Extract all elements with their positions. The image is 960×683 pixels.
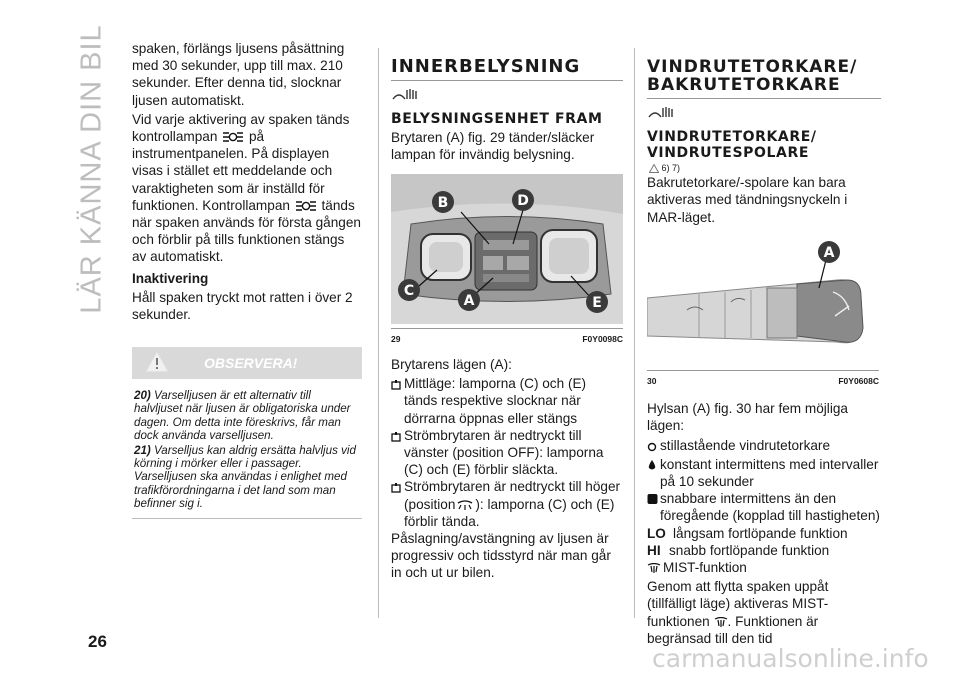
heading-rule [391,80,623,81]
section-heading: VINDRUTETORKARE/ BAKRUTETORKARE [647,57,858,95]
interior-light-on-icon [455,500,475,511]
note-header [132,347,362,379]
figure-label-b: B [437,194,449,211]
page-number: 26 [88,632,107,651]
warning-triangle-icon [146,351,168,373]
note-item: 21) Varselljus kan aldrig ersätta halvljus vid körning i mörker eller i passager. Varselljusen ska användas i enlighet med trafikförordningarna i det land som man befinner sig i. [134,444,356,510]
sub-heading: VINDRUTETORKARE/ VINDRUTESPOLARE [647,129,817,162]
mist-icon [714,617,728,628]
note-body [132,379,362,519]
paragraph: Håll spaken tryckt mot ratten i över 2 sekunder. [132,289,353,323]
note-title: OBSERVERA! [204,355,298,372]
side-title: LÄR KÄNNA DIN BIL [75,24,108,314]
column-3 [647,40,881,649]
intermittent-drop-icon [647,459,657,471]
read-manual-icon [391,87,421,101]
references: 6) 7) [649,163,881,174]
paragraph: Vid varje aktivering av spaken tänds kontrollampan på instrumentpanelen. På displayen visas i stället ett meddelande och varaktigheten som är inställd för funktionen. Kontrollampan tänds när spaken används för första gången och förblir på tills funktionen stängs av automatiskt. [132,111,361,265]
list-item: konstant intermittens med intervaller på 10 sekunder [647,456,881,490]
note-item: 20) Varselljusen är ett alternativ till halvljuset när ljusen är obligatoriska under dagen. Om detta inte föreskrivs, får man dock använda varselljusen. [134,389,351,442]
list-item: Strömbrytaren är nedtryckt till höger (position ): lamporna (C) och (E) förblir tända. [391,478,623,530]
paragraph: Brytaren (A) fig. 29 tänder/släcker lampan för invändig belysning. [391,130,595,163]
switch-position-icon [391,432,401,442]
column-2 [391,40,623,584]
list-item: LO långsam fortlöpande funktion [647,525,848,541]
fast-intermittent-icon [647,493,658,505]
column-divider [378,48,379,618]
figure-label-d: D [517,192,529,209]
list-item: Mittläge: lamporna (C) och (E) tänds respektive slocknar när dörrarna öppnas eller stängs [391,375,623,427]
column-divider [634,48,635,618]
heading-rule [647,98,881,99]
read-manual-icon [647,105,677,119]
figure-label-a: A [823,244,835,261]
switch-position-icon [391,380,401,390]
figure-label-e: E [592,294,602,311]
list-item: snabbare intermittens än den föregående (kopplad till hastigheten) [647,490,881,524]
paragraph: Hylsan (A) fig. 30 har fem möjliga lägen: [647,401,848,434]
figure-label-a: A [463,292,475,309]
watermark: carmanualsonline.info [652,644,929,673]
mist-icon [647,563,661,574]
section-heading: INNERBELYSNING [391,56,581,77]
sub-heading: BELYSNINGSENHET FRAM [391,111,603,128]
list-item: HI snabb fortlöpande funktion [647,542,830,558]
paragraph: Brytarens lägen (A): [391,357,512,373]
figure-30 [647,236,879,390]
sub-heading: Inaktivering [132,270,209,286]
figure-caption: 29 F0Y0098C [391,328,623,348]
paragraph: Genom att flytta spaken uppåt (tillfälligt läge) aktiveras MIST-funktionen . Funktionen är begränsad till den tid [647,579,829,646]
figure-label-c: C [403,282,415,299]
wiper-stalk-illustration [647,236,879,366]
daytime-lights-icon [221,131,245,143]
list-item: stillastående vindrutetorkare [647,437,881,456]
paragraph: spaken, förlängs ljusens påsättning med 30 sekunder, upp till max. 210 sekunder. Efter denna tid, slocknar ljusen automatiskt. [132,41,345,108]
paragraph: Bakrutetorkare/-spolare kan bara aktiveras med tändningsnyckeln i MAR-läget. [647,175,848,225]
list-item: MIST-funktion [647,559,881,578]
figure-29 [391,174,623,348]
daytime-lights-icon [294,200,318,212]
ceiling-light-illustration [391,174,623,324]
list-item: Strömbrytaren är nedtryckt till vänster (position OFF): lamporna (C) och (E) förblir släckta. [391,427,623,479]
warning-icon [649,164,659,173]
switch-position-icon [391,483,401,493]
paragraph: Påslagning/avstängning av ljusen är progressiv och tidsstyrd när man går in och ut ur bilen. [391,531,611,581]
figure-caption: 30 F0Y0608C [647,370,879,390]
off-circle-icon [647,442,657,452]
column-1 [132,40,362,519]
